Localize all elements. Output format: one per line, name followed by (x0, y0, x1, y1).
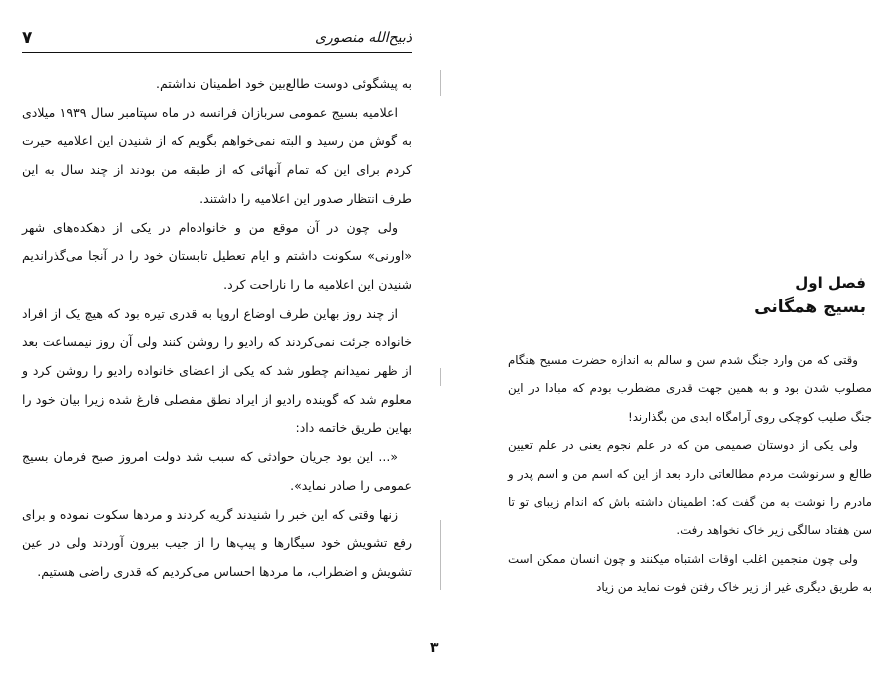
page-number: ۷ (22, 28, 33, 48)
chapter-heading (754, 272, 866, 320)
paragraph: وقتی که من وارد جنگ شدم سن و سالم به اندازه حضرت مسیح هنگام مصلوب شدن بود و به همین جهت قدری مضطرب بودم که مبادا در این جنگ صلیب کوچکی روی آرامگاه ابدی من بگذارند! (508, 353, 872, 424)
running-header (22, 26, 412, 53)
gutter-divider (440, 520, 441, 590)
right-page-body (508, 346, 872, 602)
left-page-body (22, 70, 412, 587)
paragraph: از چند روز بهاین طرف اوضاع اروپا به قدری تیره بود که هیچ یک از افراد خانواده جرئت نمی‌کردند که رادیو را روشن کنند ولی آن روز نیمساعت بعد از ظهر نمیدانم چطور شد که یکی از اعضای خانواده رادیو را روشن کرد و معلوم شد که گوینده رادیو از ایراد نطق مفصلی فارغ شده زیرا بیان خود را بهاین طریق خاتمه داد: (22, 305, 412, 436)
gutter-divider (440, 70, 441, 96)
footer-page-number: ۳ (430, 640, 439, 656)
paragraph: اعلامیه بسیج عمومی سربازان فرانسه در ماه سپتامبر سال ۱۹۳۹ میلادی به گوش من رسید و البته نمی‌خواهم بگویم که از شنیدن این اعلامیه حیرت کردم برای این که تمام آنهائی که از طبقه من بودند از چند سال به این طرف انتظار صدور این اعلامیه را داشتند. (22, 104, 412, 206)
paragraph: ولی چون منجمین اغلب اوقات اشتباه میکنند و چون انسان ممکن است به طریق دیگری غیر از زیر خاک رفتن فوت نماید من زیاد (508, 551, 872, 595)
right-page (442, 0, 884, 677)
paragraph: ولی چون در آن موقع من و خانواده‌ام در یکی از دهکده‌های شهر «اورنی» سکونت داشتم و ایام تعطیل تابستان خود را در آنجا می‌گذراندیم شنیدن این اعلامیه ما را ناراحت کرد. (22, 219, 412, 292)
author-name: ذبیح‌الله منصوری (315, 30, 412, 46)
paragraph: زنها وقتی که این خبر را شنیدند گریه کردند و مردها سکوت نموده و برای رفع تشویش خود سیگارها و پیپ‌ها را از جیب بیرون آوردند ولی در عین تشویش و اضطراب، ما مردها احساس می‌کردیم که قدری راضی هستیم. (22, 506, 412, 579)
chapter-label: فصل اول (795, 274, 866, 292)
paragraph: به پیشگوئی دوست طالع‌بین خود اطمینان نداشتم. (156, 76, 412, 91)
gutter-divider (440, 368, 441, 386)
paragraph: ولی یکی از دوستان صمیمی من که در علم نجوم یعنی در علم تعیین طالع و سرنوشت مردم مطالعاتی دارد بعد از این که اسم من و اسم پدر و مادرم را نوشت به من گفت که: اطمینان داشته باش که اندام زیبای تو تا سن هفتاد سالگی زیر خاک نخواهد رفت. (508, 438, 872, 538)
quote-paragraph: «... این بود جریان حوادثی که سبب شد دولت امروز صبح فرمان بسیج عمومی را صادر نماید». (22, 449, 412, 493)
chapter-title: بسیج همگانی (754, 297, 866, 317)
